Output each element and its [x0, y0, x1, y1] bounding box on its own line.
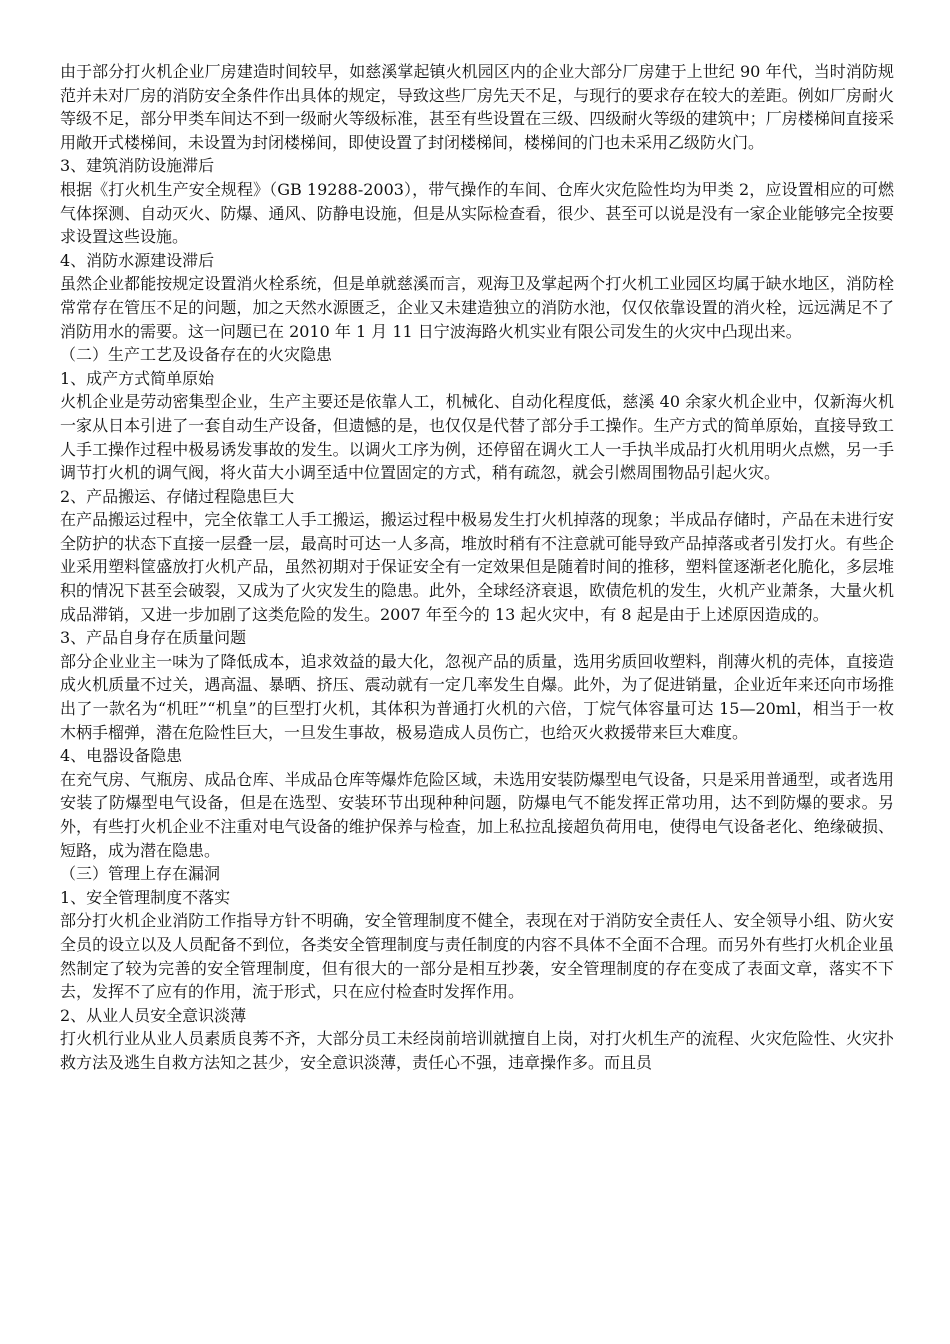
heading-production-method: 1、成产方式简单原始	[60, 368, 215, 388]
heading-section-three: （三）管理上存在漏洞	[60, 864, 221, 884]
paragraph-management-system: 部分打火机企业消防工作指导方针不明确，安全管理制度不健全，表现在对于消防安全责任人、安全领导小组、防火安全员的设立以及人员配备不到位，各类安全管理制度与责任制度的内容不具体不全面不合理。而另外有些打火机企业虽然制定了较为完善的安全管理制度，但有很大的一部分是相互抄袭，安全管理制度的存在变成了表面文章，落实不下去，发挥不了应有的作用，流于形式，只在应付检查时发挥作用。	[60, 911, 894, 1002]
heading-electrical-hazards: 4、电器设备隐患	[60, 746, 183, 766]
document-page	[60, 60, 894, 1075]
heading-safety-awareness: 2、从业人员安全意识淡薄	[60, 1005, 247, 1025]
paragraph-water-source: 虽然企业都能按规定设置消火栓系统，但是单就慈溪而言，观海卫及掌起两个打火机工业园区均属于缺水地区，消防栓常常存在管压不足的问题，加之天然水源匮乏，企业又未建造独立的消防水池，仅仅依靠设置的消火栓，远远满足不了消防用水的需要。这一问题已在 2010 年 1 月 11 日宁波海路火机实业有限公司发生的火灾中凸现出来。	[60, 274, 894, 341]
heading-product-quality: 3、产品自身存在质量问题	[60, 628, 247, 648]
heading-fire-facilities: 3、建筑消防设施滞后	[60, 156, 215, 176]
paragraph-building-history: 由于部分打火机企业厂房建造时间较早，如慈溪掌起镇火机园区内的企业大部分厂房建于上世纪 90 年代，当时消防规范并未对厂房的消防安全条件作出具体的规定，导致这些厂房先天不足，与现行的要求存在较大的差距。例如厂房耐火等级不足，部分甲类车间达不到一级耐火等级标准，甚至有些设置在三级、四级耐火等级的建筑中；厂房楼梯间直接采用敞开式楼梯间，未设置为封闭楼梯间，即使设置了封闭楼梯间，楼梯间的门也未采用乙级防火门。	[60, 62, 894, 152]
heading-section-two: （二）生产工艺及设备存在的火灾隐患	[60, 345, 333, 365]
heading-transport-storage: 2、产品搬运、存储过程隐患巨大	[60, 486, 295, 506]
paragraph-electrical-hazards: 在充气房、气瓶房、成品仓库、半成品仓库等爆炸危险区域，未选用安装防爆型电气设备，只是采用普通型，或者选用安装了防爆型电气设备，但是在选型、安装环节出现种种问题，防爆电气不能发挥正常功用，达不到防爆的要求。另外，有些打火机企业不注重对电气设备的维护保养与检查，加上私拉乱接超负荷用电，使得电气设备老化、绝缘破损、短路，成为潜在隐患。	[60, 769, 894, 860]
paragraph-production-method: 火机企业是劳动密集型企业，生产主要还是依靠人工，机械化、自动化程度低，慈溪 40 余家火机企业中，仅新海火机一家从日本引进了一套自动生产设备，但遗憾的是，也仅仅是代替了部分手工操作。生产方式的简单原始，直接导致工人手工操作过程中极易诱发事故的发生。以调火工序为例，还停留在调火工人一手执半成品打火机用明火点燃，另一手调节打火机的调气阀，将火苗大小调至适中位置固定的方式，稍有疏忽，就会引燃周围物品引起火灾。	[60, 392, 894, 483]
paragraph-transport-storage: 在产品搬运过程中，完全依靠工人手工搬运，搬运过程中极易发生打火机掉落的现象；半成品存储时，产品在未进行安全防护的状态下直接一层叠一层，最高时可达一人多高，堆放时稍有不注意就可能导致产品掉落或者引发打火。有些企业采用塑料筐盛放打火机产品，虽然初期对于保证安全有一定效果但是随着时间的推移，塑料筐逐渐老化脆化，多层堆积的情况下甚至会破裂，又成为了火灾发生的隐患。此外，全球经济衰退，欧债危机的发生，火机产业萧条，大量火机成品滞销，又进一步加剧了这类危险的发生。2007 年至今的 13 起火灾中，有 8 起是由于上述原因造成的。	[60, 510, 894, 624]
heading-management-system: 1、安全管理制度不落实	[60, 887, 231, 907]
heading-water-source: 4、消防水源建设滞后	[60, 250, 215, 270]
paragraph-fire-facilities: 根据《打火机生产安全规程》（GB 19288-2003），带气操作的车间、仓库火灾危险性均为甲类 2，应设置相应的可燃气体探测、自动灭火、防爆、通风、防静电设施，但是从实际检查看，很少、甚至可以说是没有一家企业能够完全按要求设置这些设施。	[60, 179, 894, 247]
paragraph-safety-awareness: 打火机行业从业人员素质良莠不齐，大部分员工未经岗前培训就擅自上岗，对打火机生产的流程、火灾危险性、火灾扑救方法及逃生自救方法知之甚少，安全意识淡薄，责任心不强，违章操作多。而且员	[60, 1029, 894, 1072]
paragraph-product-quality: 部分企业业主一味为了降低成本，追求效益的最大化，忽视产品的质量，选用劣质回收塑料，削薄火机的壳体，直接造成火机质量不过关，遇高温、暴晒、挤压、震动就有一定几率发生自爆。此外，为了促进销量，企业近年来还向市场推出了一款名为“机旺”“机皇”的巨型打火机，其体积为普通打火机的六倍，丁烷气体容量可达 15—20ml，相当于一枚木柄手榴弹，潜在危险性巨大，一旦发生事故，极易造成人员伤亡，也给灭火救援带来巨大难度。	[60, 651, 894, 742]
